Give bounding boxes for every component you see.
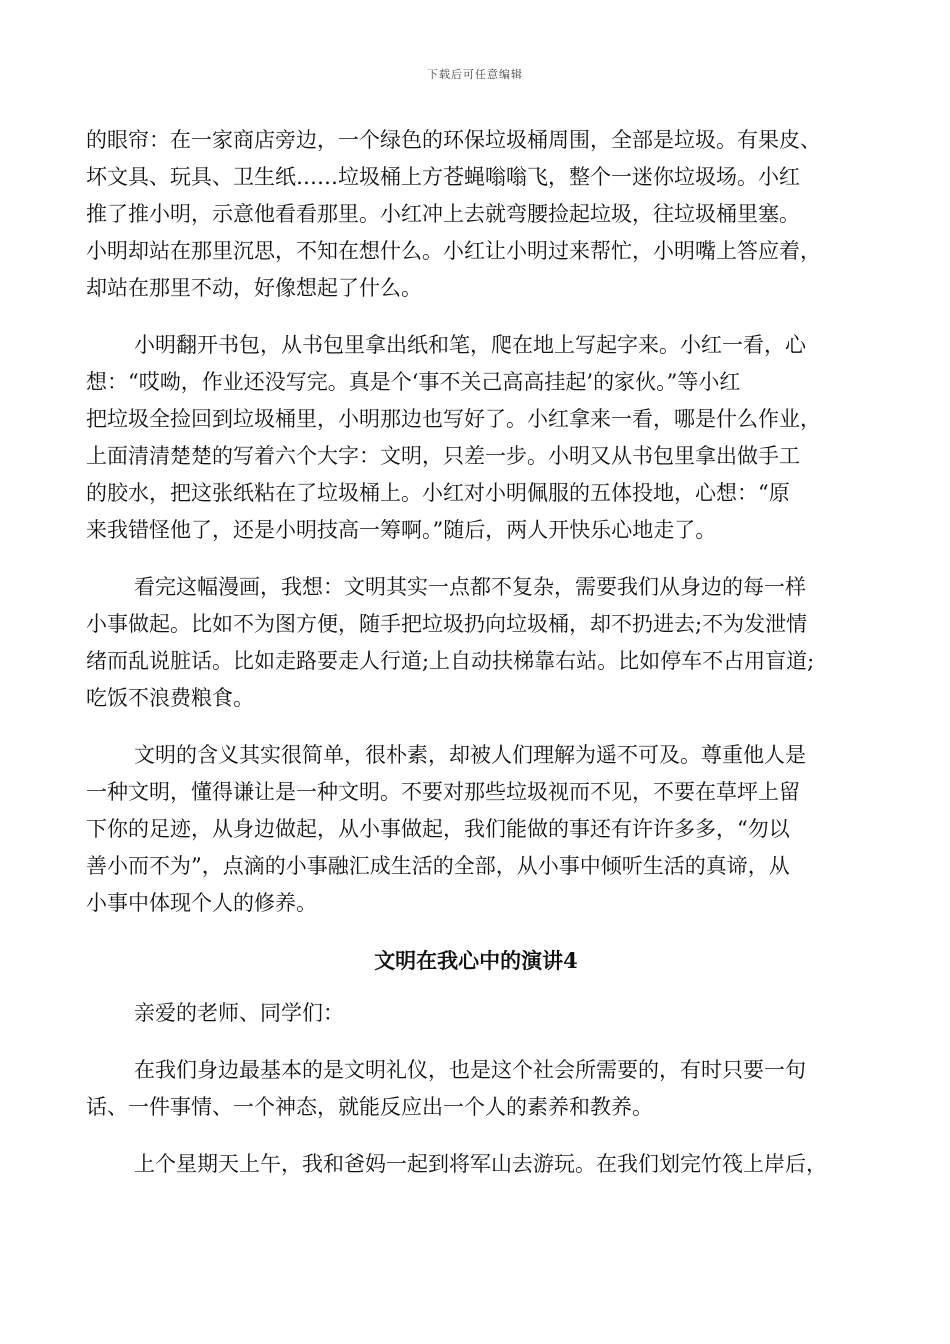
paragraph-line: 想：“哎呦，作业还没写完。真是个‘事不关己高高挂起’的家伙。”等小红 <box>86 370 741 394</box>
paragraph-4 <box>86 737 866 922</box>
paragraph-line: 却站在那里不动，好像想起了什么。 <box>86 276 422 300</box>
paragraph-line: 在我们身边最基本的是文明礼仪，也是这个社会所需要的，有时只要一句 <box>134 1058 806 1082</box>
paragraph-line: 吃饭不浪费粮食。 <box>86 686 254 710</box>
paragraph-line: 小事做起。比如不为图方便，随手把垃圾扔向垃圾桶，却不扔进去;不为发泄情 <box>86 612 808 636</box>
paragraph-line: 小事中体现个人的修养。 <box>86 891 317 915</box>
paragraph-greeting <box>86 995 866 1032</box>
document-body <box>86 122 866 1203</box>
section-title: 文明在我心中的演讲4 <box>374 948 578 973</box>
paragraph-line: 看完这幅漫画，我想：文明其实一点都不复杂，需要我们从身边的每一样 <box>134 575 806 599</box>
page-header: 下载后可任意编辑 <box>427 68 523 81</box>
paragraph-line: 推了推小明，示意他看看那里。小红冲上去就弯腰捡起垃圾，往垃圾桶里塞。 <box>86 202 800 226</box>
paragraph-line: 小明却站在那里沉思，不知在想什么。小红让小明过来帮忙，小明嘴上答应着， <box>86 239 821 263</box>
paragraph-3 <box>86 569 866 717</box>
paragraph-line: 亲爱的老师、同学们： <box>134 1001 344 1025</box>
paragraph-6 <box>86 1146 866 1183</box>
paragraph-line: 绪而乱说脏话。比如走路要走人行道;上自动扶梯靠右站。比如停车不占用盲道; <box>86 649 815 673</box>
paragraph-line: 上个星期天上午，我和爸妈一起到将军山去游玩。在我们划完竹筏上岸后， <box>134 1152 827 1176</box>
paragraph-5 <box>86 1052 866 1126</box>
paragraph-line: 来我错怪他了，还是小明技高一筹啊。”随后，两人开快乐心地走了。 <box>86 518 717 542</box>
paragraph-line: 话、一件事情、一个神态，就能反应出一个人的素养和教养。 <box>86 1095 653 1119</box>
paragraph-line: 一种文明，懂得谦让是一种文明。不要对那些垃圾视而不见，不要在草坪上留 <box>86 780 800 804</box>
paragraph-line: 坏文具、玩具、卫生纸……垃圾桶上方苍蝇嗡嗡飞，整个一迷你垃圾场。小红 <box>86 165 800 189</box>
paragraph-line: 善小而不为”，点滴的小事融汇成生活的全部，从小事中倾听生活的真谛，从 <box>86 854 790 878</box>
paragraph-line: 下你的足迹，从身边做起，从小事做起，我们能做的事还有许许多多，“勿以 <box>86 817 790 841</box>
paragraph-line: 的眼帘：在一家商店旁边，一个绿色的环保垃圾桶周围，全部是垃圾。有果皮、 <box>86 128 821 152</box>
paragraph-1 <box>86 122 866 307</box>
paragraph-line: 的胶水，把这张纸粘在了垃圾桶上。小红对小明佩服的五体投地，心想：“原 <box>86 481 790 505</box>
paragraph-2 <box>86 327 866 549</box>
paragraph-line: 文明的含义其实很简单，很朴素，却被人们理解为遥不可及。尊重他人是 <box>134 743 806 767</box>
paragraph-line: 上面清清楚楚的写着六个大字：文明，只差一步。小明又从书包里拿出做手工 <box>86 444 800 468</box>
paragraph-line: 小明翻开书包，从书包里拿出纸和笔，爬在地上写起字来。小红一看，心 <box>134 333 806 357</box>
paragraph-line: 把垃圾全捡回到垃圾桶里，小明那边也写好了。小红拿来一看，哪是什么作业， <box>86 407 821 431</box>
